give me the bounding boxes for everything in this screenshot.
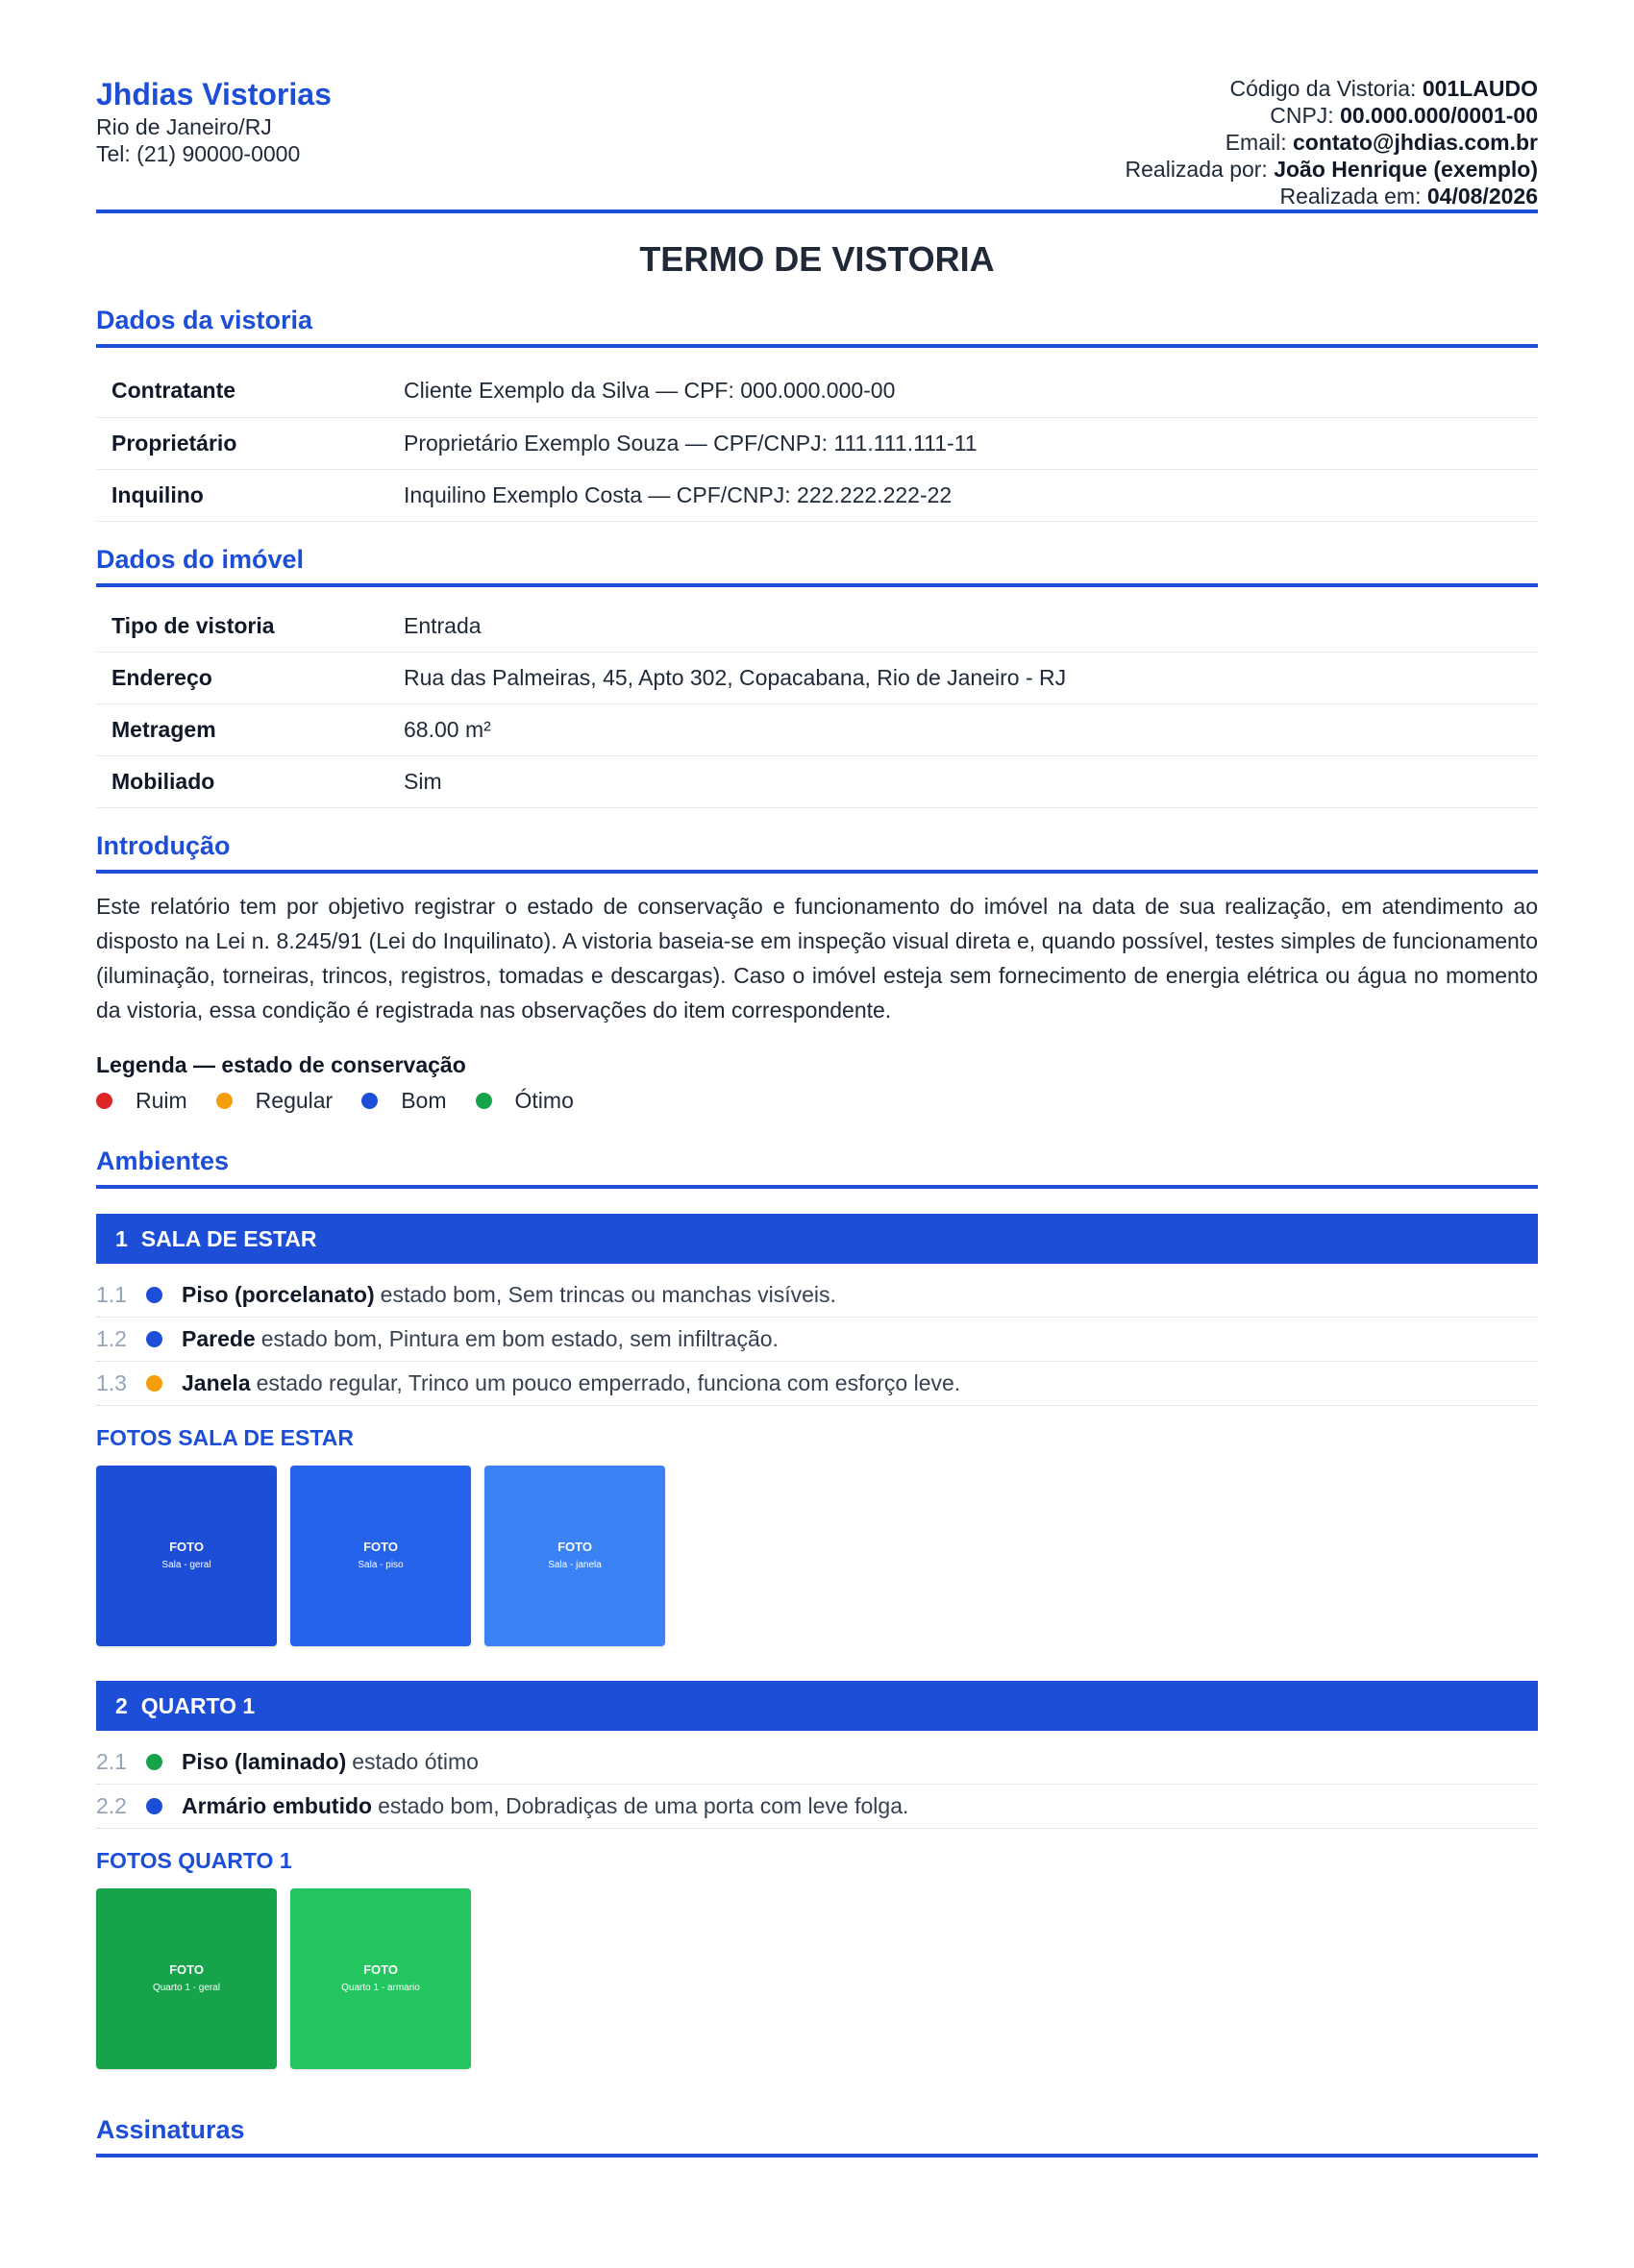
item-description: estado regular, Trinco um pouco emperrado, funciona com esforço leve. <box>256 1370 961 1395</box>
room-name: QUARTO 1 <box>140 1692 256 1718</box>
section-title-ambientes: Ambientes <box>96 1145 1538 1189</box>
item-description: estado bom, Dobradiças de uma porta com leve folga. <box>378 1793 909 1818</box>
room-header-sala-de-estar <box>96 1214 1538 1264</box>
row-value: Sim <box>404 756 1538 808</box>
photo-caption: Sala - janela <box>548 1560 602 1570</box>
meta-cnpj-label: CNPJ: <box>1270 103 1334 128</box>
legend-item-bom <box>361 1085 446 1116</box>
photo-label: FOTO <box>363 1540 398 1554</box>
status-dot-icon <box>146 1754 162 1770</box>
room-name: SALA DE ESTAR <box>140 1225 317 1251</box>
row-label: Contratante <box>96 365 404 417</box>
photo-label: FOTO <box>169 1540 204 1554</box>
dados-imovel-table <box>96 601 1538 809</box>
item-description: estado ótimo <box>352 1749 479 1774</box>
row-label: Inquilino <box>96 469 404 521</box>
status-dot-icon <box>146 1798 162 1814</box>
legend-item-otimo <box>476 1085 574 1116</box>
meta-cnpj-value: 00.000.000/0001-00 <box>1340 103 1538 128</box>
status-dot-icon <box>96 1093 112 1109</box>
meta-email <box>1126 129 1538 156</box>
photo-gallery <box>96 1466 1538 1646</box>
meta-date <box>1126 183 1538 210</box>
status-dot-icon <box>476 1093 492 1109</box>
photo-caption: Sala - piso <box>358 1560 404 1570</box>
room-number: 1 <box>115 1225 128 1251</box>
legend-title: Legenda — estado de conservação <box>96 1052 466 1077</box>
photos-title: FOTOS SALA DE ESTAR <box>96 1425 354 1450</box>
item-name: Armário embutido <box>182 1793 373 1818</box>
meta-email-label: Email: <box>1225 130 1287 155</box>
legend-label: Regular <box>255 1088 334 1113</box>
photo-caption: Quarto 1 - geral <box>152 1983 221 1993</box>
table-row <box>96 469 1538 521</box>
status-dot-icon <box>216 1093 233 1109</box>
row-label: Endereço <box>96 653 404 704</box>
photo-thumbnail[interactable] <box>290 1466 471 1646</box>
meta-code-label: Código da Vistoria: <box>1229 76 1417 101</box>
row-value: Proprietário Exemplo Souza — CPF/CNPJ: 111.111.111-11 <box>404 417 1538 469</box>
meta-by <box>1126 156 1538 183</box>
photo-caption: Sala - geral <box>161 1560 211 1570</box>
legend-label: Ótimo <box>514 1088 574 1113</box>
room-header-quarto-1 <box>96 1681 1538 1731</box>
meta-code-value: 001LAUDO <box>1422 76 1538 101</box>
meta-by-label: Realizada por: <box>1125 157 1268 182</box>
row-value: Rua das Palmeiras, 45, Apto 302, Copacabana, Rio de Janeiro - RJ <box>404 653 1538 704</box>
section-title-introducao: Introdução <box>96 829 1538 874</box>
table-row <box>96 653 1538 704</box>
table-row <box>96 756 1538 808</box>
photo-label: FOTO <box>557 1540 592 1554</box>
item-index: 2.1 <box>96 1749 127 1774</box>
intro-paragraph: Este relatório tem por objetivo registrar o estado de conservação e funcionamento do imóvel na data de sua realização, em atendimento ao disposto na Lei n. 8.245/91 (Lei do Inquilinato). A vistoria baseia-se em inspeção visual direta e, quando possível, testes simples de funcionamento (iluminação, torneiras, trincos, registros, tomadas e descargas). Caso o imóvel esteja sem fornecimento de energia elétrica ou água no momento da vistoria, essa condição é registrada nas observações do item correspondente. <box>96 894 1538 1023</box>
item-description: estado bom, Pintura em bom estado, sem infiltração. <box>260 1326 779 1351</box>
room-number: 2 <box>115 1692 128 1718</box>
item-name: Parede <box>182 1326 256 1351</box>
company-phone: Tel: (21) 90000-0000 <box>96 141 301 166</box>
section-title-dados-imovel: Dados do imóvel <box>96 543 1538 587</box>
meta-by-value: João Henrique (exemplo) <box>1274 157 1538 182</box>
table-row <box>96 704 1538 756</box>
meta-date-value: 04/08/2026 <box>1426 184 1538 209</box>
room-items-list <box>96 1740 1538 1829</box>
table-row <box>96 601 1538 653</box>
status-dot-icon <box>361 1093 378 1109</box>
item-name: Janela <box>182 1370 251 1395</box>
photo-thumbnail[interactable] <box>96 1466 277 1646</box>
row-label: Proprietário <box>96 417 404 469</box>
condition-legend <box>96 1085 1538 1116</box>
row-label: Tipo de vistoria <box>96 601 404 653</box>
row-value: 68.00 m² <box>404 704 1538 756</box>
list-item <box>96 1740 1538 1785</box>
list-item <box>96 1362 1538 1406</box>
item-index: 2.2 <box>96 1793 127 1818</box>
dados-vistoria-table <box>96 365 1538 522</box>
photo-gallery <box>96 1888 1538 2069</box>
photo-thumbnail[interactable] <box>96 1888 277 2069</box>
row-label: Mobiliado <box>96 756 404 808</box>
document-header <box>96 75 1538 210</box>
row-value: Cliente Exemplo da Silva — CPF: 000.000.000-00 <box>404 365 1538 417</box>
legend-item-ruim <box>96 1085 187 1116</box>
table-row <box>96 365 1538 417</box>
table-row <box>96 417 1538 469</box>
company-name: Jhdias Vistorias <box>96 77 332 111</box>
item-index: 1.2 <box>96 1326 127 1351</box>
status-dot-icon <box>146 1287 162 1303</box>
status-dot-icon <box>146 1375 162 1392</box>
row-label: Metragem <box>96 704 404 756</box>
photo-thumbnail[interactable] <box>290 1888 471 2069</box>
row-value: Entrada <box>404 601 1538 653</box>
item-index: 1.3 <box>96 1370 127 1395</box>
meta-code <box>1126 75 1538 102</box>
row-value: Inquilino Exemplo Costa — CPF/CNPJ: 222.222.222-22 <box>404 469 1538 521</box>
item-name: Piso (porcelanato) <box>182 1282 375 1307</box>
room-items-list <box>96 1273 1538 1406</box>
header-divider <box>96 210 1538 213</box>
section-title-dados-vistoria: Dados da vistoria <box>96 304 1538 348</box>
photo-label: FOTO <box>363 1962 398 1977</box>
meta-cnpj <box>1126 102 1538 129</box>
company-block <box>96 75 332 167</box>
legend-label: Ruim <box>136 1088 187 1113</box>
photo-thumbnail[interactable] <box>484 1466 665 1646</box>
list-item <box>96 1785 1538 1829</box>
section-title-assinaturas: Assinaturas <box>96 2113 1538 2157</box>
photo-caption: Quarto 1 - armario <box>341 1983 420 1993</box>
document-title: TERMO DE VISTORIA <box>639 239 995 279</box>
status-dot-icon <box>146 1331 162 1347</box>
legend-item-regular <box>216 1085 334 1116</box>
photos-title: FOTOS QUARTO 1 <box>96 1848 292 1873</box>
list-item <box>96 1318 1538 1362</box>
item-description: estado bom, Sem trincas ou manchas visíveis. <box>380 1282 836 1307</box>
legend-label: Bom <box>401 1088 447 1113</box>
company-city: Rio de Janeiro/RJ <box>96 114 272 139</box>
item-name: Piso (laminado) <box>182 1749 347 1774</box>
item-index: 1.1 <box>96 1282 127 1307</box>
inspection-meta <box>1126 75 1538 210</box>
list-item <box>96 1273 1538 1318</box>
meta-email-value: contato@jhdias.com.br <box>1292 130 1538 155</box>
meta-date-label: Realizada em: <box>1279 184 1422 209</box>
photo-label: FOTO <box>169 1962 204 1977</box>
